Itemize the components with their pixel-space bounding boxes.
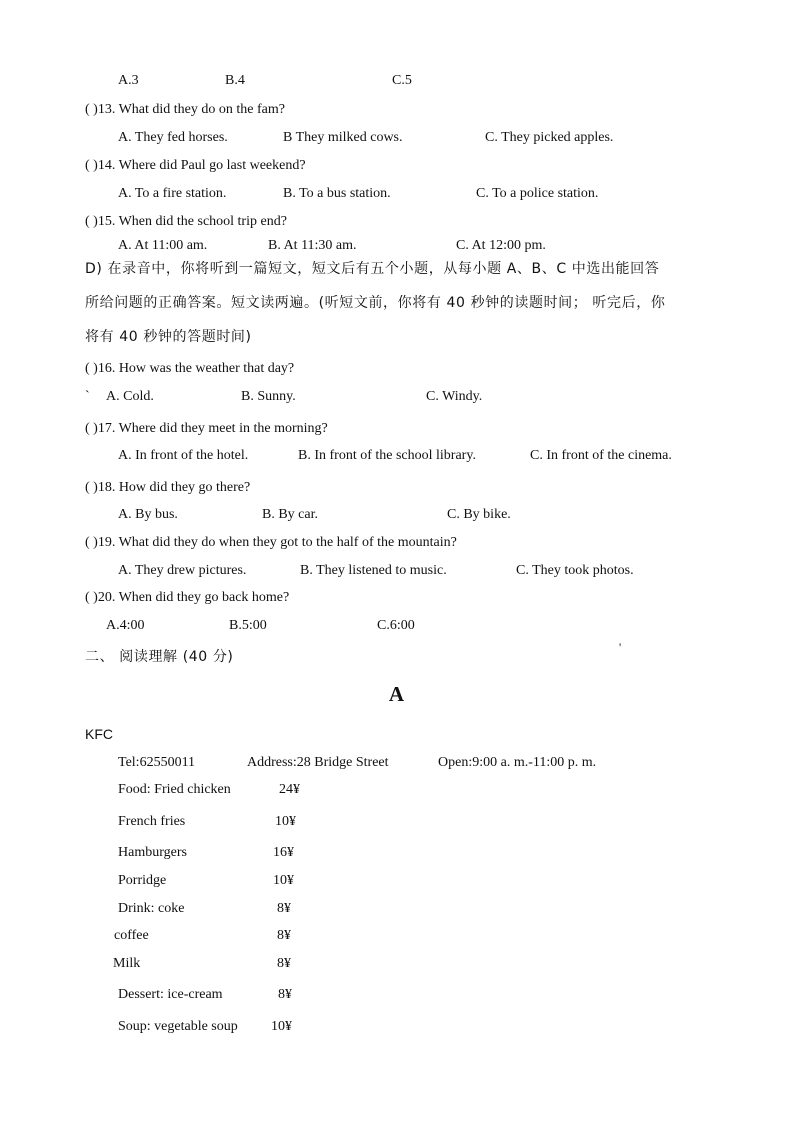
restaurant-tel: Tel:62550011 [118, 755, 196, 770]
q15-option-c: C. At 12:00 pm. [456, 238, 546, 253]
q20-stem: ( )20. When did they go back home? [85, 590, 290, 605]
q17-option-a: A. In front of the hotel. [118, 448, 249, 463]
q12-option-c: C.5 [392, 73, 412, 88]
q16-stem: ( )16. How was the weather that day? [85, 361, 295, 376]
q20-option-a: A.4:00 [106, 618, 145, 633]
q13-option-c: C. They picked apples. [485, 130, 614, 145]
menu-item: Milk [113, 956, 141, 971]
menu-item: Dessert: ice-cream [118, 987, 223, 1002]
section-d-instruction-line1: D) 在录音中，你将听到一篇短文，短文后有五个小题，从每小题 A、B、C 中选出能回答 [85, 261, 660, 277]
q18-option-b: B. By car. [262, 507, 318, 522]
menu-price: 8¥ [278, 987, 292, 1002]
menu-price: 10¥ [275, 814, 296, 829]
menu-price: 8¥ [277, 928, 291, 943]
menu-item: Soup: vegetable soup [118, 1019, 238, 1034]
q18-option-a: A. By bus. [118, 507, 178, 522]
q17-option-b: B. In front of the school library. [298, 448, 476, 463]
q15-stem: ( )15. When did the school trip end? [85, 214, 287, 229]
section-d-instruction-line2: 所给问题的正确答案。短文读两遍。(听短文前，你将有 40 秒钟的读题时间； 听完后，你 [85, 295, 666, 311]
q15-option-b: B. At 11:30 am. [268, 238, 357, 253]
q13-option-b: B They milked cows. [283, 130, 403, 145]
restaurant-address: Address:28 Bridge Street [247, 755, 389, 770]
passage-heading: A [388, 682, 405, 706]
menu-item: Drink: coke [118, 901, 185, 916]
q12-option-b: B.4 [225, 73, 245, 88]
q19-option-b: B. They listened to music. [300, 563, 447, 578]
section-d-instruction-line3: 将有 40 秒钟的答题时间) [85, 329, 252, 345]
q15-option-a: A. At 11:00 am. [118, 238, 208, 253]
q19-option-a: A. They drew pictures. [118, 563, 247, 578]
q14-option-b: B. To a bus station. [283, 186, 391, 201]
menu-price: 10¥ [273, 873, 294, 888]
menu-item: French fries [118, 814, 186, 829]
menu-price: 24¥ [279, 782, 300, 797]
q13-stem: ( )13. What did they do on the fam? [85, 102, 285, 117]
restaurant-name: KFC [85, 726, 113, 742]
q18-option-c: C. By bike. [447, 507, 511, 522]
q19-option-c: C. They took photos. [516, 563, 634, 578]
menu-price: 16¥ [273, 845, 294, 860]
restaurant-hours: Open:9:00 a. m.-11:00 p. m. [438, 755, 597, 770]
q20-option-c: C.6:00 [377, 618, 415, 633]
stray-mark: ' [619, 640, 622, 654]
menu-item: Hamburgers [118, 845, 187, 860]
q17-stem: ( )17. Where did they meet in the morning? [85, 421, 328, 436]
menu-item: Porridge [118, 873, 167, 888]
q12-option-a: A.3 [118, 73, 139, 88]
menu-item: Food: Fried chicken [118, 782, 231, 797]
q13-option-a: A. They fed horses. [118, 130, 228, 145]
q14-stem: ( )14. Where did Paul go last weekend? [85, 158, 306, 173]
section2-title: 二、 阅读理解 (40 分) [85, 649, 234, 665]
menu-price: 8¥ [277, 901, 291, 916]
menu-price: 10¥ [271, 1019, 292, 1034]
menu-item: coffee [114, 928, 149, 943]
q17-option-c: C. In front of the cinema. [530, 448, 672, 463]
q14-option-c: C. To a police station. [476, 186, 599, 201]
q16-tick-mark: ` [85, 389, 90, 404]
q16-option-a: A. Cold. [106, 389, 154, 404]
q19-stem: ( )19. What did they do when they got to the half of the mountain? [85, 535, 457, 550]
q16-option-b: B. Sunny. [241, 389, 296, 404]
q18-stem: ( )18. How did they go there? [85, 480, 251, 495]
q14-option-a: A. To a fire station. [118, 186, 227, 201]
menu-price: 8¥ [277, 956, 291, 971]
q16-option-c: C. Windy. [426, 389, 483, 404]
q20-option-b: B.5:00 [229, 618, 267, 633]
